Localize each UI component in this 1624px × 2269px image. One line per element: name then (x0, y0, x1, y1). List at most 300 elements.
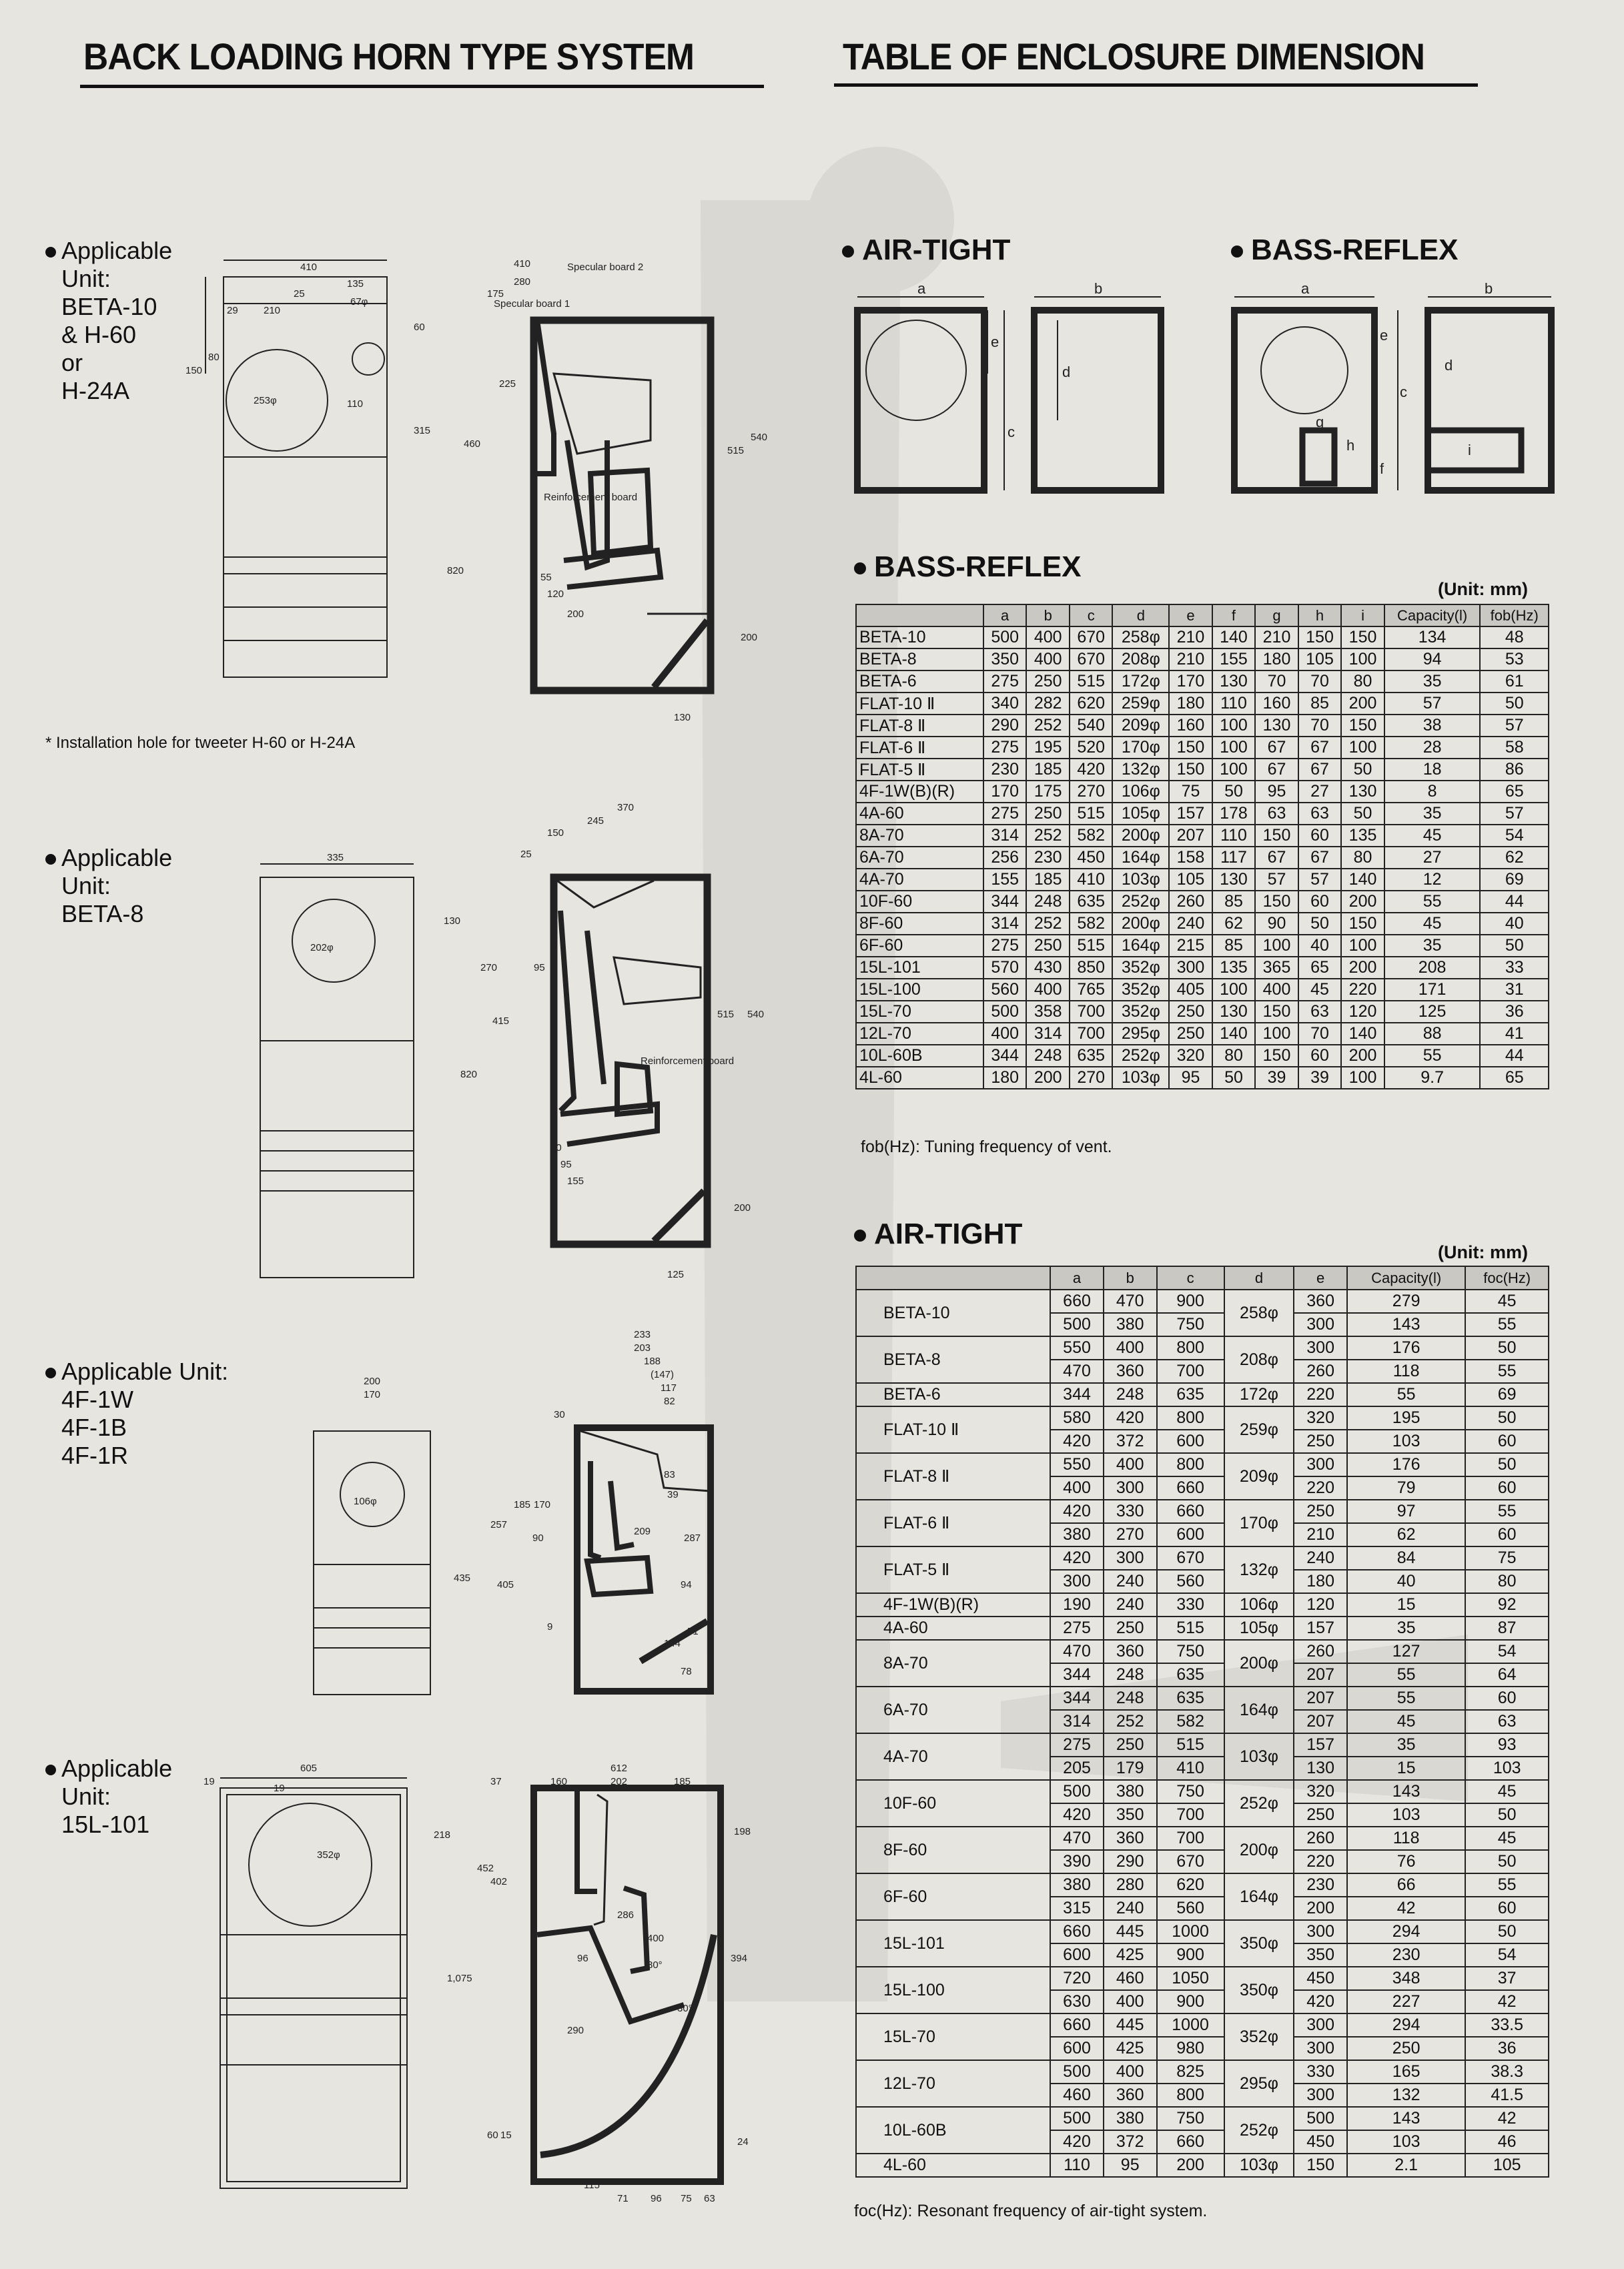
table-cell: 15 (1347, 1593, 1465, 1617)
table-cell: 150 (1341, 913, 1384, 935)
table-row (856, 1290, 1549, 1313)
table-row (856, 1640, 1549, 1663)
table-cell: 900 (1157, 1990, 1224, 2013)
table-cell: 157 (1169, 803, 1212, 825)
table-cell: 250 (1347, 2037, 1465, 2060)
table-cell: 900 (1157, 1290, 1224, 1313)
table-cell: 40 (1347, 1570, 1465, 1593)
table-row (856, 825, 1549, 847)
table-cell: 372 (1104, 1430, 1157, 1453)
table-cell: 172φ (1112, 670, 1169, 693)
table-cell: 800 (1157, 2084, 1224, 2107)
table-cell: 100 (1255, 1023, 1298, 1045)
table-cell: 42 (1465, 1990, 1549, 2013)
unit-label-1-line: H-24A (61, 377, 130, 404)
table-cell: 44 (1480, 1045, 1549, 1067)
table-cell: 248 (1026, 891, 1070, 913)
schematic-label: b (1485, 280, 1493, 297)
table-cell: 55 (1465, 1360, 1549, 1383)
table-cell: 470 (1050, 1640, 1104, 1663)
dim-label: 90 (532, 1532, 544, 1544)
table-cell: 69 (1480, 869, 1549, 891)
table-cell: 105φ (1112, 803, 1169, 825)
drawing-beta-8 (240, 797, 774, 1291)
table-row (856, 1500, 1549, 1523)
model-cell: FLAT-6 Ⅱ (856, 1500, 1050, 1546)
table-cell: 380 (1050, 1523, 1104, 1546)
model-cell: FLAT-8 Ⅱ (856, 1453, 1050, 1500)
table-cell: 70 (1298, 1023, 1342, 1045)
table-row (856, 847, 1549, 869)
schematic-label: a (1301, 280, 1310, 297)
table-cell: 67 (1255, 737, 1298, 759)
table-cell: 200 (1341, 1045, 1384, 1067)
table-cell: 660 (1050, 1290, 1104, 1313)
table-cell: 250 (1026, 670, 1070, 693)
dim-label: 9 (547, 1621, 553, 1633)
table-cell: 550 (1050, 1336, 1104, 1360)
dim-label: 78 (681, 1666, 692, 1677)
table-cell: 209φ (1112, 715, 1169, 737)
table-row (856, 2060, 1549, 2084)
table-cell: 260 (1294, 1640, 1347, 1663)
unit-label-1-line: or (61, 349, 83, 376)
table-cell: 41.5 (1465, 2084, 1549, 2107)
table-cell: 50 (1341, 803, 1384, 825)
table-row (856, 1687, 1549, 1710)
diameter-cell: 132φ (1224, 1546, 1294, 1593)
table-cell: 352φ (1112, 979, 1169, 1001)
table-cell: 580 (1050, 1406, 1104, 1430)
table-cell: 800 (1157, 1336, 1224, 1360)
drawing-beta-10 (180, 240, 781, 727)
dim-label: 30 (554, 1409, 565, 1420)
table-cell: 400 (1050, 1476, 1104, 1500)
table-cell: 570 (983, 957, 1027, 979)
table-cell: 150 (1341, 626, 1384, 648)
dim-label: 612 (611, 1763, 628, 1774)
table-cell: 200 (1341, 891, 1384, 913)
specular-board-2-label: Specular board 2 (567, 262, 644, 273)
diameter-cell: 295φ (1224, 2060, 1294, 2107)
dim-label: 115 (584, 2180, 600, 2191)
diameter-cell: 252φ (1224, 2107, 1294, 2154)
table-cell: 700 (1157, 1360, 1224, 1383)
table-cell: 300 (1104, 1476, 1157, 1500)
table-cell: 200 (1341, 957, 1384, 979)
table-cell: 15 (1347, 1757, 1465, 1780)
model-cell: BETA-8 (856, 648, 983, 670)
dim-label: 203 (634, 1342, 651, 1354)
table-cell: 36 (1480, 1001, 1549, 1023)
table-cell: 150 (1255, 1001, 1298, 1023)
table-cell: 520 (1070, 737, 1113, 759)
diameter-cell: 103φ (1224, 2154, 1294, 2177)
table-cell: 344 (1050, 1687, 1104, 1710)
dim-label: 150 (547, 827, 564, 839)
model-cell: 15L-101 (856, 957, 983, 979)
table-cell: 120 (1294, 1593, 1347, 1617)
model-cell: 15L-100 (856, 979, 983, 1001)
dim-label: 515 (727, 445, 745, 456)
column-header: Capacity(l) (1347, 1266, 1465, 1290)
dim-label: 95 (534, 962, 545, 973)
table-cell: 57 (1298, 869, 1342, 891)
table-cell: 97 (1347, 1500, 1465, 1523)
table-cell: 37 (1465, 1967, 1549, 1990)
table-row (856, 803, 1549, 825)
table-cell: 900 (1157, 1943, 1224, 1967)
table-cell: 80 (1212, 1045, 1256, 1067)
table-cell: 103 (1347, 1803, 1465, 1827)
table-cell: 294 (1347, 1920, 1465, 1943)
table-cell: 50 (1480, 935, 1549, 957)
table-cell: 150 (1255, 1045, 1298, 1067)
table-cell: 400 (1026, 648, 1070, 670)
dim-label: 820 (460, 1069, 478, 1080)
table-cell: 315 (1050, 1897, 1104, 1920)
table-cell: 75 (1465, 1546, 1549, 1570)
diameter-cell: 200φ (1224, 1827, 1294, 1873)
table-cell: 185 (1026, 869, 1070, 891)
side-section (577, 1428, 711, 1691)
table-cell: 350 (1294, 1943, 1347, 1967)
table-cell: 560 (1157, 1897, 1224, 1920)
table-cell: 220 (1294, 1383, 1347, 1406)
table-cell: 250 (1026, 935, 1070, 957)
table-cell: 63 (1298, 1001, 1342, 1023)
dim-label: 60 (487, 2130, 498, 2141)
table-cell: 50 (1480, 693, 1549, 715)
table-cell: 143 (1347, 1780, 1465, 1803)
table-cell: 390 (1050, 1850, 1104, 1873)
table-cell: 165 (1347, 2060, 1465, 2084)
table-cell: 259φ (1112, 693, 1169, 715)
bass-reflex-schematic (1228, 280, 1561, 500)
table-cell: 360 (1104, 2084, 1157, 2107)
table-cell: 65 (1298, 957, 1342, 979)
table-cell: 130 (1294, 1757, 1347, 1780)
table-cell: 250 (1294, 1430, 1347, 1453)
table-cell: 380 (1104, 1313, 1157, 1336)
diameter-cell: 258φ (1224, 1290, 1294, 1336)
table-cell: 420 (1050, 2130, 1104, 2154)
unit-label-1-title: Applicable (61, 237, 173, 264)
model-cell: 12L-70 (856, 1023, 983, 1045)
reinforcement-board-label: Reinforcement board (544, 492, 638, 503)
table-row (856, 1780, 1549, 1803)
table-cell: 57 (1480, 803, 1549, 825)
table-cell: 67 (1298, 737, 1342, 759)
bass-reflex-footnote: fob(Hz): Tuning frequency of vent. (861, 1138, 1112, 1156)
model-cell: 6F-60 (856, 1873, 1050, 1920)
table-cell: 360 (1294, 1290, 1347, 1313)
table-cell: 70 (1298, 715, 1342, 737)
table-cell: 79 (1347, 1476, 1465, 1500)
table-row (856, 2107, 1549, 2130)
table-cell: 50 (1465, 1803, 1549, 1827)
table-cell: 294 (1347, 2013, 1465, 2037)
table-cell: 750 (1157, 1313, 1224, 1336)
table-cell: 200φ (1112, 825, 1169, 847)
table-cell: 300 (1169, 957, 1212, 979)
column-header: h (1298, 604, 1342, 626)
table-cell: 400 (983, 1023, 1027, 1045)
table-cell: 46 (1465, 2130, 1549, 2154)
table-cell: 95 (1255, 781, 1298, 803)
table-cell: 350 (1104, 1803, 1157, 1827)
model-cell: FLAT-5 Ⅱ (856, 1546, 1050, 1593)
table-cell: 85 (1298, 693, 1342, 715)
table-row (856, 648, 1549, 670)
table-cell: 95 (1104, 2154, 1157, 2177)
model-cell: FLAT-5 Ⅱ (856, 759, 983, 781)
table-cell: 275 (983, 935, 1027, 957)
table-cell: 45 (1298, 979, 1342, 1001)
table-cell: 60 (1298, 825, 1342, 847)
table-cell: 100 (1212, 737, 1256, 759)
dim-label: 200 (567, 608, 584, 620)
dim-label: 370 (617, 802, 635, 813)
unit-label-1-line: BETA-10 (61, 293, 157, 320)
schematic-label: c (1400, 384, 1407, 400)
table-cell: 380 (1104, 1780, 1157, 1803)
dim-label: 29 (227, 305, 238, 316)
dim-label: 130 (674, 712, 691, 723)
table-cell: 400 (1104, 2060, 1157, 2084)
table-cell: 430 (1026, 957, 1070, 979)
dim-label: 540 (747, 1009, 765, 1020)
schematic-label: a (917, 280, 926, 297)
dim-label: 95 (560, 1159, 572, 1170)
dim-label: 286 (617, 1909, 635, 1921)
table-cell: 100 (1212, 715, 1256, 737)
diameter-cell: 106φ (1224, 1593, 1294, 1617)
table-cell: 258φ (1112, 626, 1169, 648)
table-cell: 195 (1026, 737, 1070, 759)
table-cell: 50 (1212, 1067, 1256, 1089)
table-cell: 103 (1347, 2130, 1465, 2154)
model-cell: 4A-60 (856, 803, 983, 825)
dim-label: 63 (704, 2193, 715, 2204)
table-cell: 360 (1104, 1827, 1157, 1850)
table-cell: 660 (1050, 1920, 1104, 1943)
table-cell: 300 (1294, 2037, 1347, 2060)
dim-label: 209 (634, 1526, 651, 1537)
model-cell: 10F-60 (856, 891, 983, 913)
dim-label: 160 (550, 1776, 568, 1787)
dim-label: 30° (677, 2003, 693, 2014)
table-cell: 200 (1294, 1897, 1347, 1920)
table-cell: 460 (1104, 1967, 1157, 1990)
dim-label: 210 (264, 305, 281, 316)
table-row (856, 957, 1549, 979)
table-cell: 425 (1104, 2037, 1157, 2060)
table-cell: 67 (1255, 847, 1298, 869)
table-cell: 140 (1212, 1023, 1256, 1045)
diameter-cell: 170φ (1224, 1500, 1294, 1546)
table-cell: 515 (1157, 1617, 1224, 1640)
model-cell: 6A-70 (856, 1687, 1050, 1733)
table-cell: 720 (1050, 1967, 1104, 1990)
table-cell: 250 (1294, 1803, 1347, 1827)
table-cell: 400 (1104, 1453, 1157, 1476)
table-cell: 132 (1347, 2084, 1465, 2107)
table-cell: 62 (1480, 847, 1549, 869)
dim-label: 135 (347, 278, 364, 290)
table-cell: 127 (1347, 1640, 1465, 1663)
table-cell: 50 (1298, 913, 1342, 935)
table-cell: 250 (1169, 1001, 1212, 1023)
dim-label: 117 (661, 1382, 677, 1394)
bullet-icon (45, 247, 56, 258)
table-cell: 87 (1465, 1617, 1549, 1640)
air-tight-unit: (Unit: mm) (1438, 1242, 1528, 1262)
unit-label-3 (45, 1358, 228, 1470)
table-cell: 248 (1104, 1663, 1157, 1687)
table-cell: 320 (1294, 1406, 1347, 1430)
table-cell: 210 (1169, 626, 1212, 648)
table-cell: 85 (1212, 935, 1256, 957)
table-cell: 45 (1384, 825, 1481, 847)
table-cell: 110 (1212, 693, 1256, 715)
model-cell: 8F-60 (856, 1827, 1050, 1873)
table-cell: 125 (1384, 1001, 1481, 1023)
table-cell: 35 (1347, 1617, 1465, 1640)
table-cell: 330 (1294, 2060, 1347, 2084)
table-cell: 35 (1384, 935, 1481, 957)
bass-reflex-table (855, 604, 1549, 1089)
table-cell: 170φ (1112, 737, 1169, 759)
drawing-4f-1w (294, 1328, 727, 1701)
bullet-icon (854, 1230, 866, 1242)
table-cell: 700 (1157, 1803, 1224, 1827)
table-row (856, 1873, 1549, 1897)
table-cell: 28 (1384, 737, 1481, 759)
table-cell: 270 (1104, 1523, 1157, 1546)
table-cell: 515 (1070, 935, 1113, 957)
table-cell: 410 (1070, 869, 1113, 891)
table-cell: 500 (1294, 2107, 1347, 2130)
table-cell: 290 (1104, 1850, 1157, 1873)
unit-label-3-line: 4F-1W (61, 1386, 133, 1413)
table-cell: 60 (1465, 1430, 1549, 1453)
table-cell: 66 (1347, 1873, 1465, 1897)
dim-label: 82 (664, 1396, 675, 1407)
table-header-row (856, 1266, 1549, 1290)
dim-label: 60 (414, 322, 425, 333)
dim-label: 352φ (317, 1849, 340, 1861)
table-cell: 85 (1212, 891, 1256, 913)
table-cell: 358 (1026, 1001, 1070, 1023)
table-cell: 58 (1480, 737, 1549, 759)
specular-board-1-label: Specular board 1 (494, 298, 570, 310)
table-cell: 250 (1104, 1617, 1157, 1640)
column-header: c (1070, 604, 1113, 626)
table-cell: 45 (1465, 1780, 1549, 1803)
dim-label: 19 (204, 1776, 215, 1787)
table-cell: 135 (1212, 957, 1256, 979)
table-cell: 175 (1026, 781, 1070, 803)
table-row (856, 935, 1549, 957)
table-cell: 252 (1026, 825, 1070, 847)
table-cell: 84 (1347, 1546, 1465, 1570)
side-section (534, 320, 711, 691)
column-header: Capacity(l) (1384, 604, 1481, 626)
model-cell: 6F-60 (856, 935, 983, 957)
table-cell: 39 (1255, 1067, 1298, 1089)
column-header (856, 1266, 1050, 1290)
dim-label: 1,075 (447, 1973, 472, 1984)
table-cell: 70 (1255, 670, 1298, 693)
table-cell: 103 (1465, 1757, 1549, 1780)
schematic-label: f (1380, 460, 1384, 477)
schematic-label: e (991, 334, 999, 350)
table-cell: 445 (1104, 1920, 1157, 1943)
dim-label: 19 (274, 1783, 285, 1794)
dim-label: 315 (414, 425, 431, 436)
schematic-label: e (1380, 327, 1388, 344)
table-cell: 135 (1341, 825, 1384, 847)
table-cell: 40 (1480, 913, 1549, 935)
dim-label: 130 (444, 915, 461, 927)
table-cell: 240 (1294, 1546, 1347, 1570)
table-cell: 700 (1070, 1001, 1113, 1023)
diameter-cell: 350φ (1224, 1967, 1294, 2013)
table-cell: 582 (1070, 913, 1113, 935)
table-cell: 134 (1384, 626, 1481, 648)
dim-label: 51 (687, 1626, 699, 1637)
column-header: foc(Hz) (1465, 1266, 1549, 1290)
dim-label: 94 (681, 1579, 692, 1591)
table-cell: 215 (1169, 935, 1212, 957)
model-cell: 8A-70 (856, 1640, 1050, 1687)
dim-label: 125 (667, 1269, 685, 1280)
table-cell: 118 (1347, 1360, 1465, 1383)
table-cell: 450 (1294, 2130, 1347, 2154)
table-cell: 300 (1050, 1570, 1104, 1593)
table-cell: 54 (1465, 1640, 1549, 1663)
column-header: a (1050, 1266, 1104, 1290)
table-cell: 420 (1294, 1990, 1347, 2013)
model-cell: 4L-60 (856, 2154, 1050, 2177)
table-cell: 240 (1104, 1897, 1157, 1920)
table-cell: 314 (983, 913, 1027, 935)
table-cell: 54 (1480, 825, 1549, 847)
model-cell: 15L-100 (856, 1967, 1050, 2013)
diameter-cell: 209φ (1224, 1453, 1294, 1500)
model-cell: FLAT-6 Ⅱ (856, 737, 983, 759)
table-cell: 39 (1298, 1067, 1342, 1089)
dim-label: 185 (674, 1776, 691, 1787)
table-cell: 45 (1465, 1827, 1549, 1850)
table-cell: 57 (1480, 715, 1549, 737)
column-header: e (1169, 604, 1212, 626)
table-cell: 150 (1255, 891, 1298, 913)
table-header-row (856, 604, 1549, 626)
dim-label: 80 (208, 352, 220, 363)
table-cell: 195 (1347, 1406, 1465, 1430)
dim-label: 37 (490, 1776, 502, 1787)
table-cell: 103φ (1112, 869, 1169, 891)
table-cell: 330 (1104, 1500, 1157, 1523)
table-cell: 670 (1070, 648, 1113, 670)
table-cell: 31 (1480, 979, 1549, 1001)
column-header: c (1157, 1266, 1224, 1290)
table-row (856, 891, 1549, 913)
table-cell: 300 (1104, 1546, 1157, 1570)
table-cell: 252 (1104, 1710, 1157, 1733)
